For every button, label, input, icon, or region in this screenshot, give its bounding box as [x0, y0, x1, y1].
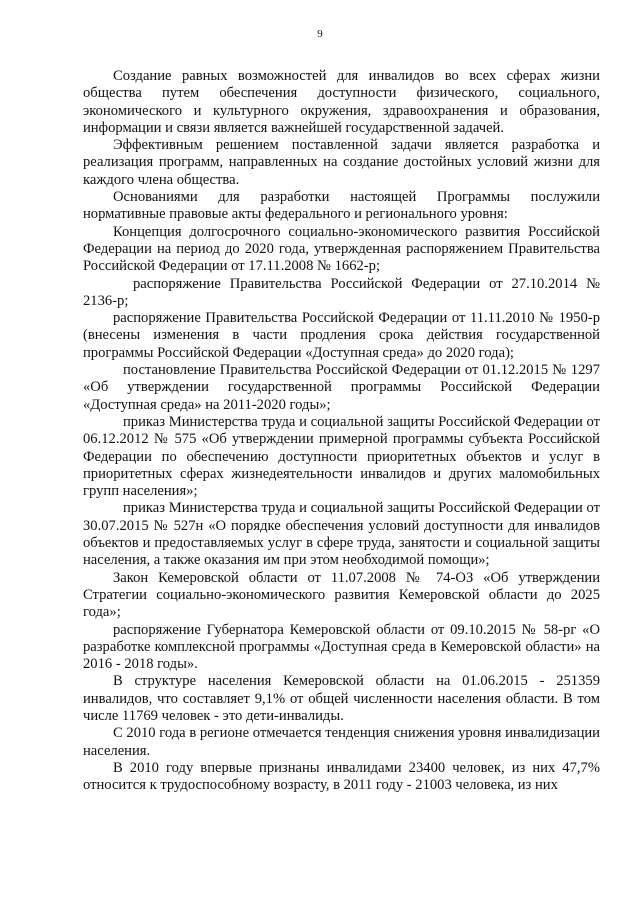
paragraph: распоряжение Правительства Российской Федерации от 11.11.2010 № 1950-р (внесены изменения в части продления срока действия государственной программы Российской Федерации «Доступная среда» до 2020 года); [83, 310, 600, 361]
document-body [83, 68, 600, 794]
paragraph: С 2010 года в регионе отмечается тенденция снижения уровня инвалидизации населения. [83, 725, 600, 759]
paragraph: приказ Министерства труда и социальной защиты Российской Федерации от 30.07.2015 № 527н «О порядке обеспечения условий доступности для инвалидов объектов и предоставляемых услуг в сфере труда, занятости и социальной защиты населения, а также оказания им при этом необходимой помощи»; [83, 500, 600, 569]
paragraph: В 2010 году впервые признаны инвалидами 23400 человек, из них 47,7% относится к трудоспособному возрасту, в 2011 году - 21003 человека, из них [83, 759, 600, 794]
paragraph: Создание равных возможностей для инвалидов во всех сферах жизни общества путем обеспечения доступности физического, социального, экономического и культурного окружения, здравоохранения и образования, информации и связи является важнейшей государственной задачей. [83, 68, 600, 136]
paragraph: Основаниями для разработки настоящей Программы послужили нормативные правовые акты федерального и регионального уровня: [83, 189, 600, 223]
paragraph: приказ Министерства труда и социальной защиты Российской Федерации от 06.12.2012 № 575 «Об утверждении примерной программы субъекта Российской Федерации по обеспечению доступности приоритетных объектов и услуг в приоритетных сферах жизнедеятельности инвалидов и других маломобильных групп населения»; [83, 413, 600, 500]
paragraph: Закон Кемеровской области от 11.07.2008 № 74-ОЗ «Об утверждении Стратегии социально-экономического развития Кемеровской области до 2025 года»; [83, 569, 600, 621]
paragraph: Концепция долгосрочного социально-экономического развития Российской Федерации на период до 2020 года, утвержденная распоряжением Правительства Российской Федерации от 17.11.2008 № 1662-р; [83, 223, 600, 275]
paragraph: распоряжение Губернатора Кемеровской области от 09.10.2015 № 58-рг «О разработке комплексной программы «Доступная среда в Кемеровской области» на 2016 - 2018 годы». [83, 621, 600, 673]
page-number: 9 [317, 28, 323, 40]
paragraph: В структуре населения Кемеровской области на 01.06.2015 - 251359 инвалидов, что составляет 9,1% от общей численности населения области. В том числе 11769 человек - это дети-инвалиды. [83, 673, 600, 724]
paragraph: распоряжение Правительства Российской Федерации от 27.10.2014 № 2136-р; [83, 275, 600, 309]
paragraph: постановление Правительства Российской Федерации от 01.12.2015 № 1297 «Об утверждении государственной программы Российской Федерации «Доступная среда» на 2011-2020 годы»; [83, 362, 600, 413]
paragraph: Эффективным решением поставленной задачи является разработка и реализация программ, направленных на создание достойных условий жизни для каждого члена общества. [83, 137, 600, 188]
